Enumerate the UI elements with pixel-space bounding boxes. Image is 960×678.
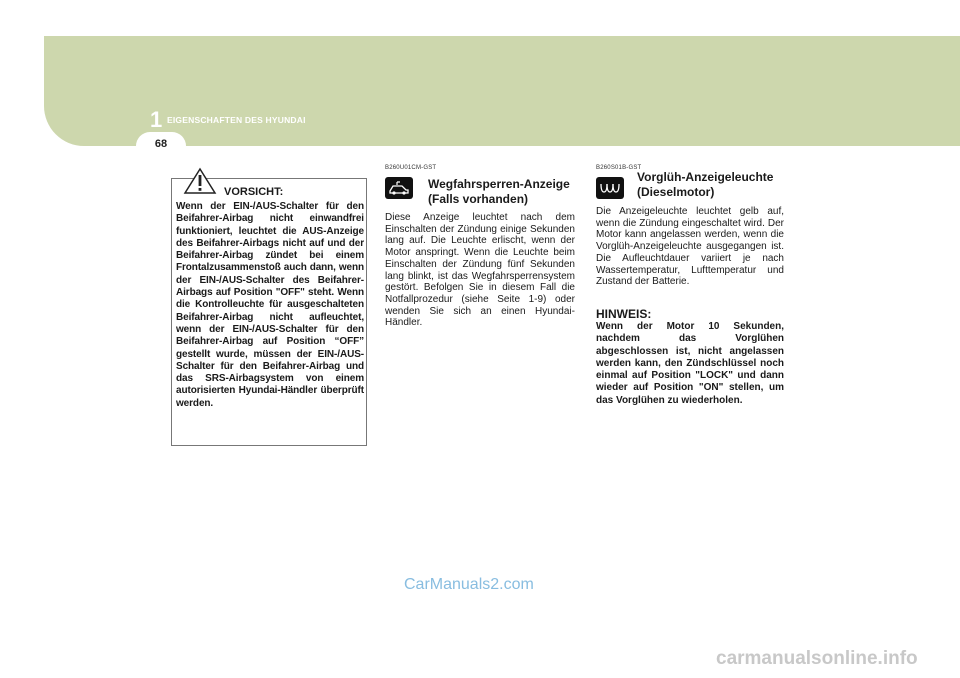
- glow-plug-icon: [596, 177, 624, 199]
- watermark-carmanualsonline: carmanualsonline.info: [716, 648, 918, 669]
- section-title: Wegfahrsperren-Anzeige: [428, 177, 570, 191]
- section-subtitle: (Dieselmotor): [637, 185, 715, 199]
- section-subtitle: (Falls vorhanden): [428, 192, 529, 206]
- page-number: 68: [154, 138, 168, 150]
- immobilizer-car-key-icon: [385, 177, 413, 199]
- chapter-title: EIGENSCHAFTEN DES HYUNDAI: [167, 115, 306, 125]
- watermark-carmanuals: CarManuals2.com: [404, 576, 534, 593]
- header-band: [44, 36, 960, 146]
- section-body: Die Anzeigeleuchte leuchtet gelb auf, wenn die Zündung eingeschaltet wird. Der Motor kann angelassen werden, wenn die Vorglüh-Anzeigeleuchte ausgegangen ist. Die Aufleuchtdauer variiert je nach Wassertemperatur, Lufttemperatur und Zustand der Batterie.: [596, 206, 784, 288]
- note-body: Wenn der Motor 10 Sekunden, nachdem das Vorglühen abgeschlossen ist, nicht angelassen werden kann, den Zündschlüssel noch einmal auf Position "LOCK" und dann wieder auf Position "ON" stellen, um das Vorglühen zu wiederholen.: [596, 321, 784, 406]
- section-code: B260U01CM-GST: [385, 165, 437, 171]
- note-title: HINWEIS:: [596, 307, 652, 321]
- chapter-number: 1: [150, 107, 163, 132]
- section-body: Diese Anzeige leuchtet nach dem Einschalten der Zündung einige Sekunden lang auf. Die Leuchte erlischt, wenn der Motor anspringt. Wenn die Leuchte beim Einschalten der Zündung fünf Sekunden lang blinkt, ist das Wegfahrsperrensystem gestört. Befolgen Sie in diesem Fall die Notfallprozedur (siehe Seite 1-9) oder wenden Sie sich an einen Hyundai-Händler.: [385, 212, 575, 329]
- section-code: B260S01B-GST: [596, 165, 642, 171]
- warning-body: Wenn der EIN-/AUS-Schalter für den Beifahrer-Airbag nicht einwandfrei funktioniert, leuchtet die AUS-Anzeige des Beifahrer-Airbags nicht auf und der Beifahrer-Airbag zündet bei einem Frontalzusammenstoß auch dann, wenn der EIN-/AUS-Schalter des Beifahrer-Airbags auf Position "OFF" steht. Wenn die Kontrolleuchte für ausgeschalteten Beifahrer-Airbag nicht aufleuchtet, wenn der EIN-/AUS-Schalter für den Beifahrer-Airbag auf Position “OFF” gestellt wurde, müssen der EIN-/AUS-Schalter für den Beifahrer-Airbag und das SRS-Airbagsystem von einem autorisierten Hyundai-Händler überprüft werden.: [176, 201, 364, 409]
- section-title: Vorglüh-Anzeigeleuchte: [637, 170, 774, 184]
- warning-triangle-icon: [183, 167, 217, 195]
- warning-title: VORSICHT:: [224, 186, 284, 198]
